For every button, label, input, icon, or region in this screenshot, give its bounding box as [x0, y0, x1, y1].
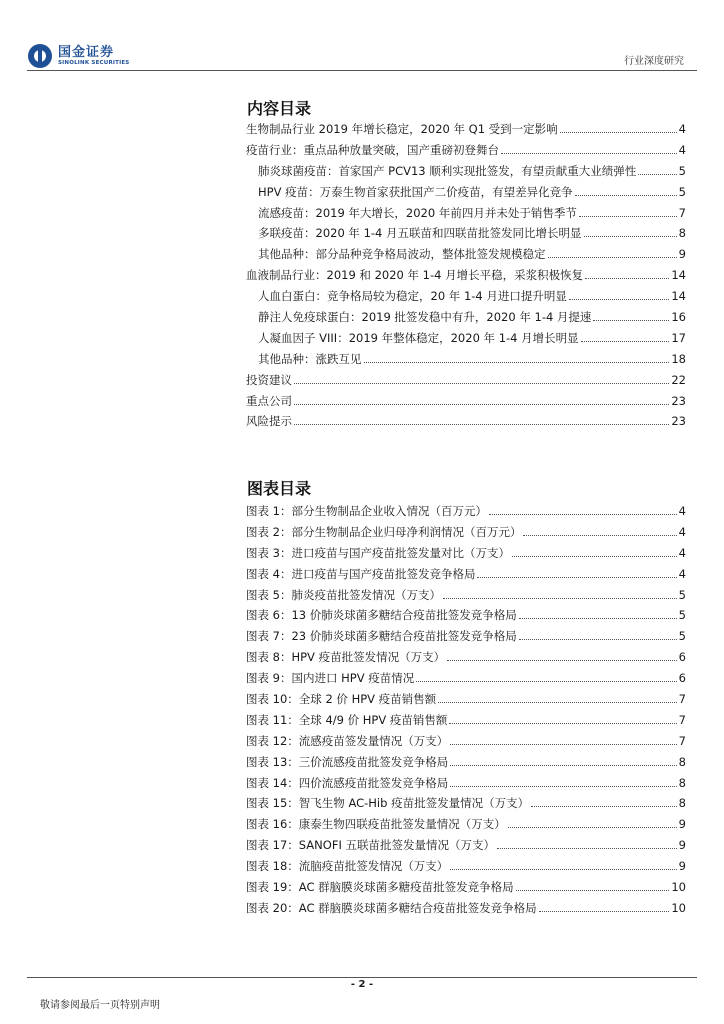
- toc-entry-label: 生物制品行业 2019 年增长稳定，2020 年 Q1 受到一定影响: [246, 122, 558, 136]
- toc-entry-page: 9: [678, 859, 686, 874]
- logo-mark-icon: [28, 44, 52, 68]
- toc-entry-label: 图表 14：四价流感疫苗批签发竞争格局: [246, 775, 449, 790]
- toc-entry-page: 22: [671, 372, 686, 387]
- toc-entry[interactable]: [246, 607, 686, 628]
- toc-leader-dots: [450, 786, 676, 787]
- toc-leader-dots: [497, 848, 677, 849]
- toc-entry-label: 血液制品行业：2019 和 2020 年 1-4 月增长平稳，采浆积极恢复: [246, 268, 584, 283]
- toc-entry-label: 图表 2：部分生物制品企业归母净利润情况（百万元）: [246, 524, 522, 539]
- toc-entry-page: 6: [678, 671, 686, 686]
- toc-leader-dots: [489, 514, 677, 515]
- toc-entry-page: 4: [678, 142, 686, 157]
- toc-entry-page: 16: [671, 310, 686, 325]
- toc-entry[interactable]: [246, 858, 686, 879]
- toc-entry-page: 9: [678, 817, 686, 832]
- toc-entry-label: 人血白蛋白：竞争格局较为稳定，20 年 1-4 月进口提升明显: [258, 289, 567, 304]
- toc-entry-page: 23: [671, 414, 686, 429]
- toc-entry-label: 多联疫苗：2020 年 1-4 月五联苗和四联苗批签发同比增长明显: [258, 226, 582, 241]
- toc-entry[interactable]: [246, 393, 686, 414]
- toc-entry-label: 图表 15：智飞生物 AC-Hib 疫苗批签发量情况（万支）: [246, 796, 530, 811]
- toc-leader-dots: [548, 257, 677, 258]
- toc-leader-dots: [447, 660, 677, 661]
- toc-entry-label: 静注人免疫球蛋白：2019 批签发稳中有升，2020 年 1-4 月提速: [258, 310, 592, 325]
- toc-entry[interactable]: [246, 837, 686, 858]
- toc-entry-label: 图表 18：流脑疫苗批签发情况（万支）: [246, 859, 449, 874]
- toc-entry-page: 5: [678, 163, 686, 178]
- toc-entry[interactable]: [246, 246, 686, 267]
- toc-entry-label: 图表 13：三价流感疫苗批签发竞争格局: [246, 754, 449, 769]
- toc-leader-dots: [477, 577, 676, 578]
- toc-entry-label: 肺炎球菌疫苗：首家国产 PCV13 顺利实现批签发，有望贡献重大业绩弹性: [258, 163, 637, 178]
- toc-entry[interactable]: [246, 587, 686, 608]
- toc-entry-page: 4: [678, 524, 686, 539]
- toc-entry-label: 图表 17：SANOFI 五联苗批签发量情况（万支）: [246, 838, 495, 853]
- logo-english-name: SINOLINK SECURITIES: [58, 59, 130, 66]
- toc-entry[interactable]: [246, 205, 686, 226]
- toc-entry-page: 4: [678, 504, 686, 518]
- footer-divider: [27, 977, 697, 978]
- toc-entry-page: 7: [678, 712, 686, 727]
- toc-entry-page: 6: [678, 650, 686, 665]
- toc-leader-dots: [450, 869, 676, 870]
- logo-chinese-name: 国金证券: [58, 44, 115, 60]
- toc-leader-dots: [450, 744, 676, 745]
- toc-leader-dots: [593, 320, 669, 321]
- toc-entry-page: 4: [678, 545, 686, 560]
- toc-entry-label: 其他品种：涨跌互见: [258, 351, 362, 366]
- toc-leader-dots: [512, 556, 677, 557]
- figures-title: 图表目录: [247, 479, 312, 498]
- toc-entry[interactable]: [246, 545, 686, 566]
- toc-entry-page: 4: [678, 122, 686, 136]
- toc-entry[interactable]: [246, 372, 686, 393]
- toc-entry-label: 图表 8：HPV 疫苗批签发情况（万支）: [246, 650, 446, 665]
- toc-entry[interactable]: [246, 142, 686, 163]
- toc-entry-page: 8: [678, 754, 686, 769]
- toc-entry-label: 图表 1：部分生物制品企业收入情况（百万元）: [246, 504, 487, 518]
- report-type: 行业深度研究: [624, 56, 684, 67]
- toc-leader-dots: [584, 236, 677, 237]
- toc-leader-dots: [294, 383, 669, 384]
- toc-entry-page: 10: [671, 880, 686, 895]
- toc-entry[interactable]: [246, 733, 686, 754]
- page-header: [0, 0, 724, 72]
- toc-entry-page: 5: [678, 184, 686, 199]
- toc-entry-page: 9: [678, 838, 686, 853]
- toc-entry[interactable]: [246, 795, 686, 816]
- toc-leader-dots: [449, 723, 676, 724]
- toc-entry-label: 图表 4：进口疫苗与国产疫苗批签发竞争格局: [246, 566, 476, 581]
- toc-entry[interactable]: [246, 309, 686, 330]
- toc-entry-page: 10: [671, 900, 686, 915]
- toc-entry-label: 图表 10：全球 2 价 HPV 疫苗销售额: [246, 692, 437, 707]
- toc-entry-label: 图表 11：全球 4/9 价 HPV 疫苗销售额: [246, 712, 448, 727]
- toc-leader-dots: [450, 765, 676, 766]
- toc-leader-dots: [569, 299, 669, 300]
- toc-entry-page: 8: [678, 226, 686, 241]
- toc-entry[interactable]: [246, 712, 686, 733]
- toc-entry[interactable]: [246, 524, 686, 545]
- toc-entry-label: 图表 3：进口疫苗与国产疫苗批签发量对比（万支）: [246, 545, 510, 560]
- toc-entry-label: HPV 疫苗：万泰生物首家获批国产二价疫苗，有望差异化竞争: [258, 184, 573, 199]
- toc-leader-dots: [638, 174, 676, 175]
- toc-leader-dots: [294, 404, 669, 405]
- toc-leader-dots: [579, 216, 677, 217]
- toc-entry-label: 图表 6：13 价肺炎球菌多糖结合疫苗批签发竞争格局: [246, 608, 517, 623]
- toc-entry-page: 14: [671, 289, 686, 304]
- toc-entry[interactable]: [246, 163, 686, 184]
- toc-entry[interactable]: [246, 330, 686, 351]
- figures-list: [246, 503, 686, 921]
- toc-entry[interactable]: [246, 121, 686, 142]
- page-number: - 2 -: [350, 979, 374, 990]
- toc-entry-page: 4: [678, 566, 686, 581]
- toc-entry[interactable]: [246, 566, 686, 587]
- toc-entry-label: 疫苗行业：重点品种放量突破，国产重磅初登舞台: [246, 142, 499, 157]
- toc-entry-page: 5: [678, 587, 686, 602]
- toc-entry-label: 图表 7：23 价肺炎球菌多糖结合疫苗批签发竞争格局: [246, 629, 517, 644]
- toc-entry-label: 图表 9：国内进口 HPV 疫苗情况: [246, 671, 415, 686]
- toc-entry[interactable]: [246, 225, 686, 246]
- toc-leader-dots: [560, 132, 677, 133]
- toc-entry-label: 人凝血因子 VIII：2019 年整体稳定，2020 年 1-4 月增长明显: [258, 330, 579, 345]
- toc-entry[interactable]: [246, 754, 686, 775]
- toc-entry[interactable]: [246, 413, 686, 434]
- toc-entry-page: 18: [671, 351, 686, 366]
- toc-leader-dots: [516, 890, 670, 891]
- toc-entry-page: 8: [678, 796, 686, 811]
- toc-entry-page: 7: [678, 692, 686, 707]
- header-divider: [27, 70, 697, 71]
- contents-list: [246, 121, 686, 434]
- toc-entry[interactable]: [246, 670, 686, 691]
- toc-entry[interactable]: [246, 649, 686, 670]
- toc-leader-dots: [508, 827, 677, 828]
- toc-entry-label: 图表 16：康泰生物四联疫苗批签发量情况（万支）: [246, 817, 506, 832]
- toc-entry-label: 流感疫苗：2019 年大增长，2020 年前四月并未处于销售季节: [258, 205, 577, 220]
- contents-title: 内容目录: [247, 99, 312, 118]
- toc-entry-label: 图表 19：AC 群脑膜炎球菌多糖疫苗批签发竞争格局: [246, 880, 514, 895]
- toc-entry-page: 17: [671, 330, 686, 345]
- toc-leader-dots: [531, 806, 677, 807]
- toc-leader-dots: [523, 535, 676, 536]
- toc-leader-dots: [519, 618, 677, 619]
- toc-entry-label: 图表 5：肺炎疫苗批签发情况（万支）: [246, 587, 441, 602]
- toc-entry-label: 风险提示: [246, 414, 292, 429]
- disclaimer-note: 敬请参阅最后一页特别声明: [40, 1000, 160, 1011]
- toc-entry[interactable]: [246, 775, 686, 796]
- toc-leader-dots: [581, 341, 670, 342]
- toc-entry-label: 重点公司: [246, 393, 292, 408]
- toc-leader-dots: [519, 639, 677, 640]
- toc-entry[interactable]: [246, 503, 686, 524]
- toc-entry[interactable]: [246, 879, 686, 900]
- toc-leader-dots: [443, 598, 677, 599]
- toc-entry-page: 9: [678, 247, 686, 262]
- toc-leader-dots: [539, 911, 670, 912]
- toc-entry[interactable]: [246, 184, 686, 205]
- toc-entry-page: 7: [678, 205, 686, 220]
- toc-entry-label: 图表 20：AC 群脑膜炎球菌多糖结合疫苗批签发竞争格局: [246, 900, 537, 915]
- company-logo: [28, 40, 129, 72]
- toc-entry-page: 8: [678, 775, 686, 790]
- toc-entry-page: 5: [678, 629, 686, 644]
- toc-entry-page: 7: [678, 733, 686, 748]
- toc-entry[interactable]: [246, 816, 686, 837]
- toc-entry[interactable]: [246, 628, 686, 649]
- toc-leader-dots: [501, 153, 677, 154]
- toc-entry-label: 投资建议: [246, 372, 292, 387]
- toc-leader-dots: [575, 195, 677, 196]
- toc-leader-dots: [416, 681, 676, 682]
- toc-leader-dots: [294, 424, 669, 425]
- toc-entry-page: 14: [671, 268, 686, 283]
- toc-leader-dots: [585, 278, 669, 279]
- toc-entry[interactable]: [246, 691, 686, 712]
- toc-entry-page: 5: [678, 608, 686, 623]
- toc-entry-label: 图表 12：流感疫苗签发量情况（万支）: [246, 733, 449, 748]
- toc-entry-label: 其他品种：部分品种竞争格局波动，整体批签发规模稳定: [258, 247, 546, 262]
- toc-entry-page: 23: [671, 393, 686, 408]
- toc-entry[interactable]: [246, 900, 686, 921]
- toc-leader-dots: [364, 362, 670, 363]
- toc-entry[interactable]: [246, 351, 686, 372]
- toc-entry[interactable]: [246, 288, 686, 309]
- toc-entry[interactable]: [246, 267, 686, 288]
- toc-leader-dots: [438, 702, 676, 703]
